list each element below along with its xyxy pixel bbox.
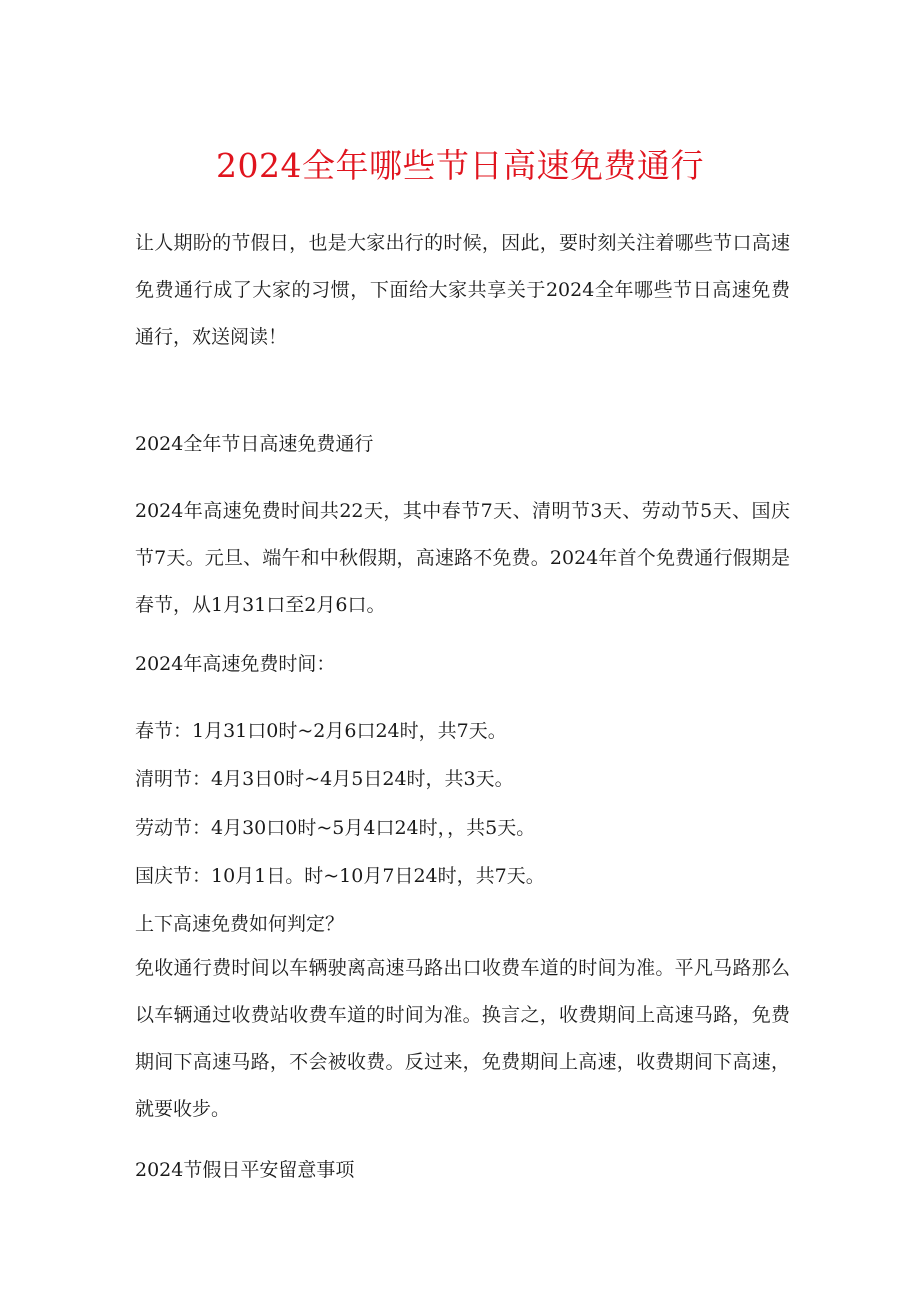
question-heading: 上下高速免费如何判定？ (135, 913, 345, 935)
question-paragraph: 免收通行费时间以车辆驶离高速马路出口收费车道的时间为准。平凡马路那么以车辆通过收费站收费车道的时间为准。换言之，收费期间上高速马路，免费期间下高速马路，不会被收费。反过来，免费期间上高速，收费期间下高速，就要收步。 (135, 957, 790, 1120)
section-heading-free-passage: 2024全年节日高速免费通行 (135, 433, 374, 455)
schedule-item-spring-festival: 春节：1月31口0时~2月6口24时，共7天。 (135, 720, 507, 742)
schedule-heading: 2024年高速免费时间： (135, 653, 336, 675)
safety-heading: 2024节假日平安留意事项 (135, 1159, 355, 1181)
intro-paragraph: 让人期盼的节假日，也是大家出行的时候，因此，要时刻关注着哪些节口高速免费通行成了大家的习惯，下面给大家共享关于2024全年哪些节日高速免费通行，欢送阅读！ (135, 232, 790, 348)
document-title: 2024全年哪些节日高速免费通行 (216, 146, 704, 185)
schedule-item-qingming: 清明节：4月3日0时~4月5日24时，共3天。 (135, 768, 514, 790)
schedule-item-labor-day: 劳动节：4月30口0时~5月4口24时，，共5天。 (135, 817, 536, 839)
section-paragraph-free-days: 2024年高速免费时间共22天，其中春节7天、清明节3天、劳动节5天、国庆节7天。元旦、端午和中秋假期，高速路不免费。2024年首个免费通行假期是春节，从1月31口至2月6口。 (135, 500, 790, 616)
schedule-item-national-day: 国庆节：10月1日。时~10月7日24时，共7天。 (135, 865, 545, 887)
